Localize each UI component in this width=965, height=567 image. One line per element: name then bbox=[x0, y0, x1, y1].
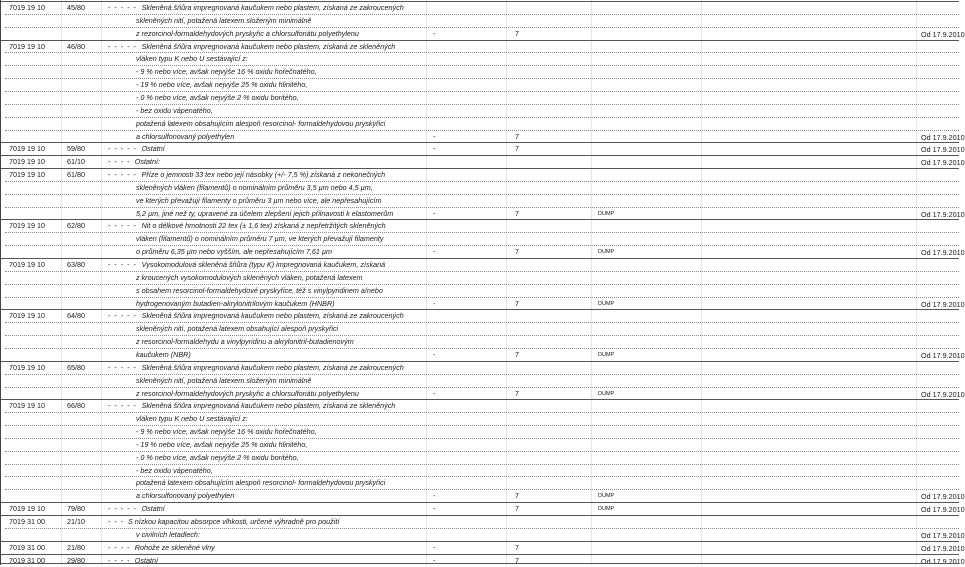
row-dotted-rule bbox=[5, 91, 959, 92]
measure-code: DUMP bbox=[598, 249, 615, 256]
goods-description-line: - 19 % nebo více, avšak nejvýše 25 % oxidu hlinitého, bbox=[136, 80, 308, 90]
taric-suffix: 45/80 bbox=[67, 3, 85, 12]
valid-from: Od 17.9.2010 bbox=[921, 248, 965, 258]
cn-code: 7019 19 10 bbox=[9, 260, 45, 269]
taric-suffix: 59/80 bbox=[67, 144, 85, 154]
duty-dash: - bbox=[433, 555, 436, 565]
row-dotted-rule bbox=[5, 425, 959, 426]
valid-from: Od 17.9.2010 bbox=[921, 145, 965, 155]
row-dotted-rule bbox=[5, 245, 959, 246]
cn-code: 7019 19 10 bbox=[9, 401, 45, 411]
duty-dash: - bbox=[433, 349, 436, 359]
taric-suffix: 61/10 bbox=[67, 157, 85, 167]
row-dotted-rule bbox=[5, 232, 959, 233]
goods-description-line: - bez oxidu vápenatého, bbox=[136, 465, 213, 475]
duty-rate: 7 bbox=[515, 388, 519, 398]
duty-dash: - bbox=[433, 131, 436, 141]
goods-description-line: o průměru 6,35 µm nebo vyšším, ale nepřesahujícím 7,61 µm bbox=[136, 247, 333, 257]
indent-dashes: - - - - - bbox=[108, 260, 137, 269]
goods-description-line: - bez oxidu vápenatého, bbox=[136, 105, 213, 115]
indent-dashes: - - - - - bbox=[108, 311, 137, 321]
row-dotted-rule bbox=[5, 489, 959, 490]
goods-description-line: Ostatní: bbox=[134, 157, 160, 167]
goods-description-line: skleněných nití, potažená latexem složeným minimálně bbox=[136, 375, 312, 385]
row-dotted-rule bbox=[5, 117, 959, 118]
duty-dash: - bbox=[433, 144, 436, 154]
cn-code: 7019 19 10 bbox=[9, 362, 45, 372]
taric-suffix: 29/80 bbox=[67, 555, 85, 565]
taric-suffix: 79/80 bbox=[67, 504, 85, 514]
cn-code: 7019 19 10 bbox=[9, 157, 45, 167]
column-divider bbox=[61, 0, 62, 565]
taric-suffix: 63/80 bbox=[67, 260, 85, 269]
valid-from: Od 17.9.2010 bbox=[921, 530, 965, 540]
duty-rate: 7 bbox=[515, 491, 519, 501]
valid-from: Od 17.9.2010 bbox=[921, 299, 965, 309]
valid-from: Od 17.9.2010 bbox=[921, 556, 965, 566]
row-dotted-rule bbox=[5, 284, 959, 285]
row-dotted-rule bbox=[5, 297, 959, 298]
cn-code: 7019 19 10 bbox=[9, 144, 45, 154]
row-dotted-rule bbox=[5, 374, 959, 375]
measure-code: DUMP bbox=[598, 390, 615, 397]
duty-dash: - bbox=[433, 388, 436, 398]
goods-description-line: Příze o jemnosti 33 tex nebo její násobky (+/- 7,5 %) získaná z nekonečných bbox=[141, 170, 386, 180]
row-dotted-rule bbox=[5, 476, 959, 477]
goods-description-line: z resorcinol-formaldehydových pryskyřic a chlorsulfonátu polyethylenu bbox=[136, 388, 359, 398]
cn-code: 7019 19 10 bbox=[9, 504, 45, 514]
row-dotted-rule bbox=[5, 412, 959, 413]
row-dotted-rule bbox=[5, 271, 959, 272]
duty-dash: - bbox=[433, 247, 436, 257]
record-separator bbox=[1, 563, 959, 564]
measure-code: DUMP bbox=[598, 506, 615, 513]
cn-code: 7019 31 00 bbox=[9, 517, 45, 526]
row-dotted-rule bbox=[5, 65, 959, 66]
row-dotted-rule bbox=[5, 78, 959, 79]
indent-dashes: - - - - - bbox=[108, 41, 137, 51]
valid-from: Od 17.9.2010 bbox=[921, 389, 965, 399]
row-dotted-rule bbox=[5, 27, 959, 28]
row-dotted-rule bbox=[5, 52, 959, 53]
valid-from: Od 17.9.2010 bbox=[921, 209, 965, 219]
valid-from: Od 17.9.2010 bbox=[921, 543, 965, 553]
indent-dashes: - - - bbox=[108, 517, 125, 526]
valid-from: Od 17.9.2010 bbox=[921, 29, 965, 39]
indent-dashes: - - - - - bbox=[108, 3, 137, 12]
column-divider bbox=[101, 0, 102, 565]
goods-description-line: Ostatní bbox=[134, 555, 158, 565]
goods-description-line: - 9 % nebo více, avšak nejvýše 16 % oxidu hořečnatého, bbox=[136, 427, 317, 437]
row-dotted-rule bbox=[5, 322, 959, 323]
duty-dash: - bbox=[433, 491, 436, 501]
taric-suffix: 65/80 bbox=[67, 362, 85, 372]
goods-description-line: Ostatní bbox=[141, 504, 165, 514]
indent-dashes: - - - - - bbox=[108, 144, 137, 154]
goods-description-line: S nízkou kapacitou absorpce vlhkosti, určené výhradně pro použití bbox=[128, 517, 340, 526]
cn-code: 7019 31 00 bbox=[9, 542, 45, 552]
row-dotted-rule bbox=[5, 130, 959, 131]
taric-suffix: 61/80 bbox=[67, 170, 85, 180]
column-divider bbox=[591, 0, 592, 565]
duty-dash: - bbox=[433, 208, 436, 218]
goods-description-line: - 0 % nebo více, avšak nejvýše 2 % oxidu boritého, bbox=[136, 452, 299, 462]
goods-description-line: vláken (filamentů) o nominálním průměru 7 µm, ve kterých převažují filamenty bbox=[136, 234, 384, 244]
taric-suffix: 66/80 bbox=[67, 401, 85, 411]
cn-code: 7019 19 10 bbox=[9, 221, 45, 231]
row-dotted-rule bbox=[5, 104, 959, 105]
goods-description-line: z resorcinol-formaldehydu a vinylpyridinu a akrylonitril-butadienovým bbox=[136, 337, 354, 347]
goods-description-line: a chlorsulfonovaný polyethylen bbox=[136, 491, 235, 501]
goods-description-line: potažená latexem obsahujícím alespoň resorcinol- formaldehydovou pryskyřici bbox=[136, 478, 386, 488]
indent-dashes: - - - - bbox=[108, 157, 131, 167]
goods-description-line: z kroucených vysokomodulových skleněných vláken, potažená latexem bbox=[136, 272, 363, 282]
measure-code: DUMP bbox=[598, 210, 615, 217]
taric-suffix: 21/10 bbox=[67, 517, 85, 526]
indent-dashes: - - - - - bbox=[108, 401, 137, 411]
duty-dash: - bbox=[433, 298, 436, 308]
valid-from: Od 17.9.2010 bbox=[921, 158, 965, 168]
column-divider bbox=[701, 0, 702, 565]
goods-description-line: skleněných vláken (filamentů) o nominálním průměru 3,5 µm nebo 4,5 µm, bbox=[136, 182, 373, 192]
valid-from: Od 17.9.2010 bbox=[921, 492, 965, 502]
measure-code: DUMP bbox=[598, 351, 615, 358]
duty-rate: 7 bbox=[515, 542, 519, 552]
goods-description-line: potažená latexem obsahujícím alespoň resorcinol- formaldehydovou pryskyřici bbox=[136, 118, 386, 128]
goods-description-line: - 0 % nebo více, avšak nejvýše 2 % oxidu boritého, bbox=[136, 92, 299, 102]
goods-description-line: ve kterých převažují filamenty o průměru 3 µm nebo více, ale nepřesahujícím bbox=[136, 195, 382, 205]
measure-code: DUMP bbox=[598, 300, 615, 307]
goods-description-line: Skleněná šňůra impregnovaná kaučukem nebo plastem, získaná ze zakroucených bbox=[141, 3, 404, 12]
duty-rate: 7 bbox=[515, 28, 519, 38]
duty-rate: 7 bbox=[515, 208, 519, 218]
goods-description-line: Skleněná šňůra impregnovaná kaučukem nebo plastem, získaná ze skleněných bbox=[141, 401, 396, 411]
row-dotted-rule bbox=[5, 335, 959, 336]
goods-description-line: a chlorsulfonovaný polyethylen bbox=[136, 131, 235, 141]
goods-description-line: vláken typu K nebo U sestávající z: bbox=[136, 414, 248, 424]
row-dotted-rule bbox=[5, 207, 959, 208]
taric-suffix: 62/80 bbox=[67, 221, 85, 231]
cn-code: 7019 19 10 bbox=[9, 170, 45, 180]
goods-description-line: v civilních letadlech: bbox=[136, 529, 200, 539]
goods-description-line: hydrogenovaným butadien-akrylonitrilovým kaučukem (HNBR) bbox=[136, 298, 335, 308]
goods-description-line: - 9 % nebo více, avšak nejvýše 16 % oxidu hořečnatého, bbox=[136, 67, 317, 77]
goods-description-line: kaučukem (NBR) bbox=[136, 349, 191, 359]
duty-rate: 7 bbox=[515, 131, 519, 141]
goods-description-line: s obsahem resorcinol-formaldehydové pryskyřice, též s vinylpyridinem a/nebo bbox=[136, 285, 383, 295]
column-divider bbox=[506, 0, 507, 565]
row-dotted-rule bbox=[5, 194, 959, 195]
cn-code: 7019 19 10 bbox=[9, 41, 45, 51]
cn-code: 7019 19 10 bbox=[9, 311, 45, 321]
duty-dash: - bbox=[433, 542, 436, 552]
valid-from: Od 17.9.2010 bbox=[921, 132, 965, 142]
measure-code: DUMP bbox=[598, 493, 615, 500]
taric-suffix: 21/80 bbox=[67, 542, 85, 552]
duty-dash: - bbox=[433, 504, 436, 514]
duty-rate: 7 bbox=[515, 144, 519, 154]
duty-rate: 7 bbox=[515, 349, 519, 359]
row-dotted-rule bbox=[5, 528, 959, 529]
goods-description-line: Nit o délkové hmotnosti 22 tex (± 1,6 tex) získaná z nepřetržitých skleněných bbox=[141, 221, 386, 231]
goods-description-line: skleněných nití, potažená latexem obsahující alespoň pryskyřici bbox=[136, 324, 339, 334]
indent-dashes: - - - - - bbox=[108, 504, 137, 514]
row-dotted-rule bbox=[5, 387, 959, 388]
goods-description-line: Skleněná šňůra impregnovaná kaučukem nebo plastem, získaná ze skleněných bbox=[141, 41, 396, 51]
indent-dashes: - - - - - bbox=[108, 170, 137, 180]
row-dotted-rule bbox=[5, 181, 959, 182]
row-dotted-rule bbox=[5, 348, 959, 349]
goods-description-line: z rezorcinol-formaldehydových pryskyřic a chlorsulfonátu polyethylenu bbox=[136, 28, 359, 38]
goods-description-line: Vysokomodulová skleněná šňůra (typu K) impregnovaná kaučukem, získaná bbox=[141, 260, 386, 269]
indent-dashes: - - - - bbox=[108, 555, 131, 565]
goods-description-line: Skleněná šňůra impregnovaná kaučukem nebo plastem, získaná ze zakroucených bbox=[141, 362, 404, 372]
row-dotted-rule bbox=[5, 451, 959, 452]
duty-rate: 7 bbox=[515, 247, 519, 257]
goods-description-line: - 19 % nebo více, avšak nejvýše 25 % oxidu hlinitého, bbox=[136, 439, 308, 449]
cn-code: 7019 31 00 bbox=[9, 555, 45, 565]
indent-dashes: - - - - - bbox=[108, 221, 137, 231]
indent-dashes: - - - - - bbox=[108, 362, 137, 372]
row-dotted-rule bbox=[5, 438, 959, 439]
goods-description-line: Rohože ze skleněné vlny bbox=[134, 542, 215, 552]
valid-from: Od 17.9.2010 bbox=[921, 505, 965, 515]
goods-description-line: vláken typu K nebo U sestávající z: bbox=[136, 54, 248, 64]
column-divider bbox=[426, 0, 427, 565]
goods-description-line: skleněných nití, potažená latexem složeným minimálně bbox=[136, 15, 312, 25]
row-dotted-rule bbox=[5, 14, 959, 15]
goods-description-line: 5,2 µm, jiné než ty, upravené za účelem zlepšení jejich přilnavosti k elastomerům bbox=[136, 208, 394, 218]
cn-code: 7019 19 10 bbox=[9, 3, 45, 12]
valid-from: Od 17.9.2010 bbox=[921, 350, 965, 360]
taric-suffix: 46/80 bbox=[67, 41, 85, 51]
goods-description-line: Skleněná šňůra impregnovaná kaučukem nebo plastem, získaná ze zakroucených bbox=[141, 311, 404, 321]
duty-rate: 7 bbox=[515, 555, 519, 565]
duty-rate: 7 bbox=[515, 298, 519, 308]
column-divider bbox=[916, 0, 917, 565]
taric-suffix: 64/80 bbox=[67, 311, 85, 321]
duty-dash: - bbox=[433, 28, 436, 38]
indent-dashes: - - - - bbox=[108, 542, 131, 552]
row-dotted-rule bbox=[5, 464, 959, 465]
goods-description-line: Ostatní bbox=[141, 144, 165, 154]
duty-rate: 7 bbox=[515, 504, 519, 514]
